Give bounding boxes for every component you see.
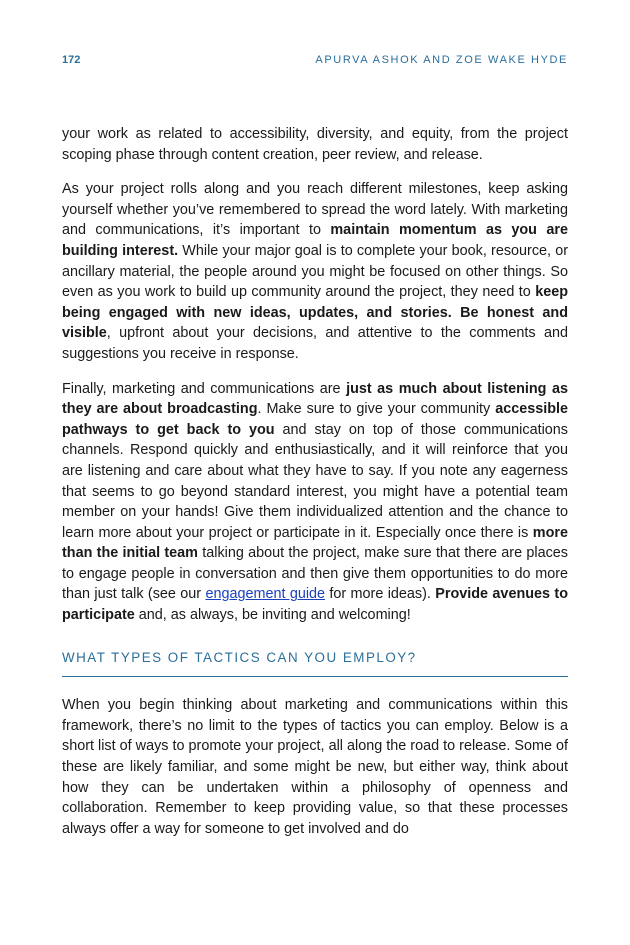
paragraph-text: Finally, marketing and communications are (62, 380, 347, 397)
paragraph-text (452, 305, 460, 321)
emphasis-text: accessible pathways to get back to you (62, 401, 568, 438)
paragraph-text: your work as related to accessibility, diversity, and equity, from the project scoping phase through content creation, peer review, and release. (62, 126, 568, 163)
paragraph-text: While your major goal is to complete your book, resource, or ancillary material, the people around you might be focused on other things. So even as you work to build up community around the project, they need to (62, 242, 568, 301)
emphasis-text: maintain momentum as you are building interest. (62, 222, 568, 259)
paragraph-text: , upfront about your decisions, and attentive to the comments and suggestions you receive in response. (62, 325, 568, 362)
paragraph-2 (62, 179, 568, 364)
paragraph-text: As your project rolls along and you reach different milestones, keep asking yourself whether you’ve remembered to spread the word lately. With marketing and communications, it’s important to (62, 181, 568, 239)
paragraph-text: and stay on top of those communications channels. Respond quickly and enthusiastically, and it will reinforce that you are listening and care about what they have to say. If you note any eagerness that seems to go beyond standard interest, you might have a potential team member on your hands! Give them individualized attention and the chance to learn more about your project or participate in it. Especially once there is (62, 421, 568, 541)
paragraph-text: . Make sure to give your community (257, 401, 496, 418)
paragraph-text: When you begin thinking about marketing and communications within this framework, there’s no limit to the types of tactics you can employ. Below is a short list of ways to promote your project, all along the road to release. Some of these are likely familiar, and some might be new, but either way, think about how they can be undertaken within a philosophy of openness and collaboration. Remember to keep providing value, so that these processes always offer a way for someone to get involved and do (62, 697, 568, 837)
paragraph-1 (62, 124, 568, 165)
paragraph-3 (62, 379, 568, 626)
page-header (62, 54, 568, 72)
paragraph-4 (62, 695, 568, 839)
emphasis-text: keep being engaged with new ideas, updates, and stories. (62, 284, 568, 321)
running-head: APURVA ASHOK AND ZOE WAKE HYDE (315, 54, 568, 66)
emphasis-text: more than the initial team (62, 524, 568, 562)
page-body (62, 124, 568, 853)
paragraph-text: talking about the project, make sure that there are places to engage people in conversation and then give them opportunities to do more than just talk (see our (62, 545, 568, 603)
paragraph-text: for more ideas). (325, 586, 436, 603)
emphasis-text: Provide avenues to participate (62, 586, 568, 624)
section-heading: WHAT TYPES OF TACTICS CAN YOU EMPLOY? (62, 648, 568, 678)
engagement-guide-link[interactable]: engagement guide (205, 586, 326, 603)
page-number: 172 (62, 54, 81, 66)
emphasis-text: just as much about listening as they are about broadcasting (62, 380, 568, 418)
paragraph-text: and, as always, be inviting and welcoming! (134, 607, 411, 624)
emphasis-text: Be honest and visible (62, 304, 568, 342)
